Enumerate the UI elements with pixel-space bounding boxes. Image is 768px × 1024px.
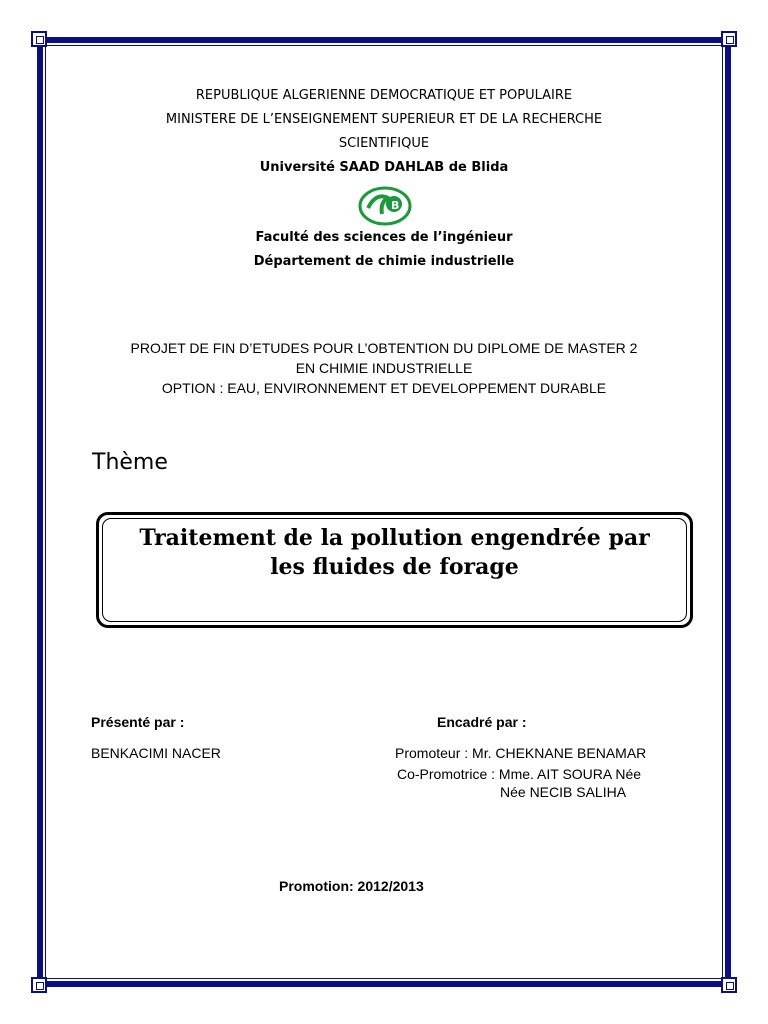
republic-heading: REPUBLIQUE ALGERIENNE DEMOCRATIQUE ET POPULAIRE (195, 88, 573, 103)
university-logo-icon (358, 186, 412, 226)
thesis-title (106, 524, 683, 582)
corner-ornament-top-left (31, 31, 47, 47)
ministry-heading: MINISTERE DE L’ENSEIGNEMENT SUPERIEUR ET DE LA RECHERCHE (165, 112, 603, 127)
svg-text:B: B (391, 199, 400, 212)
student-name: BENKACIMI NACER (91, 745, 221, 761)
university-name: Université SAAD DAHLAB de Blida (259, 160, 509, 175)
corner-ornament-bottom-right (721, 977, 737, 993)
presented-by-label: Présenté par : (91, 714, 185, 730)
faculty-name: Faculté des sciences de l’ingénieur (255, 230, 513, 245)
corner-ornament-bottom-left (31, 977, 47, 993)
supervised-by-label: Encadré par : (437, 714, 527, 730)
project-option: OPTION : EAU, ENVIRONNEMENT ET DEVELOPPEMENT DURABLE (161, 380, 607, 396)
copromotrice-name-cont: Née NECIB SALIHA (500, 784, 627, 800)
theme-label: Thème (92, 450, 168, 475)
project-line-1: PROJET DE FIN D’ETUDES POUR L’OBTENTION DU DIPLOME DE MASTER 2 (130, 340, 638, 356)
thesis-title-line-1: Traitement de la pollution engendrée par (139, 525, 650, 551)
copromotrice-name: Co-Promotrice : Mme. AIT SOURA Née (397, 766, 642, 782)
promotion-year: Promotion: 2012/2013 (279, 878, 424, 894)
project-line-2: EN CHIMIE INDUSTRIELLE (295, 360, 473, 376)
department-name: Département de chimie industrielle (253, 254, 515, 269)
ministry-heading-cont: SCIENTIFIQUE (338, 136, 430, 151)
promoteur-name: Promoteur : Mr. CHEKNANE BENAMAR (395, 745, 647, 761)
corner-ornament-top-right (721, 31, 737, 47)
thesis-title-line-2: les fluides de forage (270, 554, 519, 580)
